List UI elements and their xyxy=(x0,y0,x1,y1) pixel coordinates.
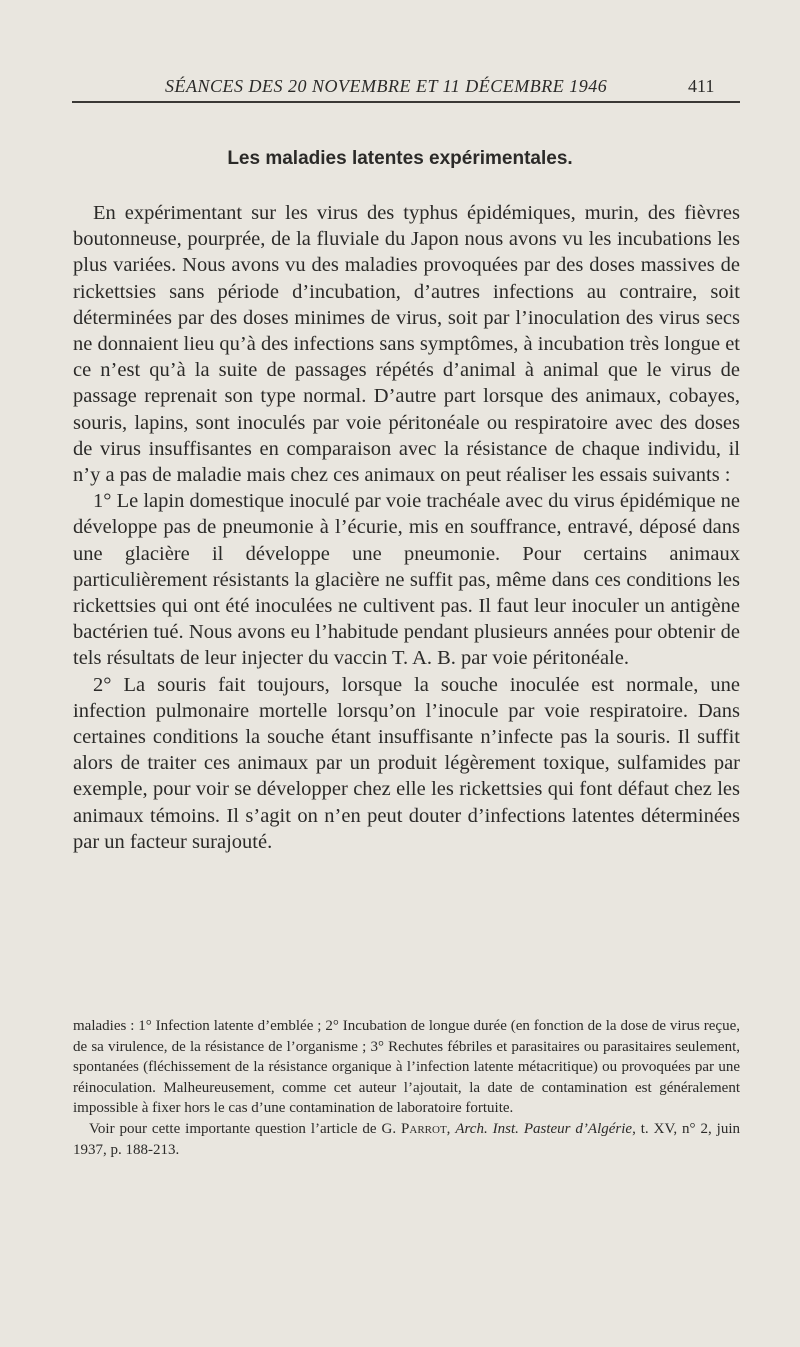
article-body xyxy=(73,200,740,855)
paragraph-rabbit-experiment: 1° Le lapin domestique inoculé par voie trachéale avec du virus épidémique ne développe pas de pneumonie à l’écurie, mis en souffrance, entravé, déposé dans une glacière il développe une pneumonie. Pour certains animaux particulièrement résistants la glacière ne suffit pas, même dans ces conditions les rickettsies qui ont été inoculées ne cultivent pas. Il faut leur inoculer un antigène bactérien tué. Nous avons eu l’habitude pendant plusieurs années pour obtenir de tels résultats de leur injecter du vaccin T. A. B. par voie péritonéale. xyxy=(73,490,740,670)
page-number: 411 xyxy=(688,76,715,96)
footnote-reference xyxy=(73,1119,740,1160)
reference-details: , t. XV, n° 2, juin 1937, p. 188-213. xyxy=(73,1120,740,1158)
reference-author: Parrot xyxy=(401,1120,447,1137)
footnote-text: maladies : 1° Infection latente d’emblée ; 2° Incubation de longue durée (en fonction de la dose de virus reçue, de sa virulence, de la résistance de l’organisme ; 3° Rechutes fébriles et parasitaires ou parasitaires seulement, spontanées (fléchissement de la résistance organique à l’infection latente métacritique) ou provoquées par une réinoculation. Malheureusement, comme cet auteur l’ajoutait, la date de contamination est généralement impossible à fixer hors le cas d’une contamination de laboratoire fortuite. xyxy=(73,1018,740,1117)
running-head: SÉANCES DES 20 NOVEMBRE ET 11 DÉCEMBRE 1946 xyxy=(165,76,608,96)
paragraph-mouse-experiment: 2° La souris fait toujours, lorsque la souche inoculée est normale, une infection pulmonaire mortelle lorsqu’on l’inocule par voie respiratoire. Dans certaines conditions la souche étant insuffisante n’infecte pas la souris. Il suffit alors de traiter ces animaux par un produit légèrement toxique, sulfamides par exemple, pour voir se développer chez elle les rickettsies qui font défaut chez les animaux témoins. Il s’agit on n’en peut douter d’infections latentes déterminées par un facteur surajouté. xyxy=(73,673,740,853)
reference-journal: Arch. Inst. Pasteur d’Algérie xyxy=(455,1120,633,1137)
article-title: Les maladies latentes expérimentales. xyxy=(227,148,573,169)
reference-separator: , xyxy=(446,1120,451,1137)
footnote xyxy=(73,1016,740,1160)
header-rule xyxy=(72,101,740,103)
reference-intro: Voir pour cette importante question l’article de G. xyxy=(89,1120,397,1137)
paragraph-intro: En expérimentant sur les virus des typhus épidémiques, murin, des fièvres boutonneuse, pourprée, de la fluviale du Japon nous avons vu les incubations les plus variées. Nous avons vu des maladies provoquées par des doses massives de rickettsies sans période d’incubation, d’autres infections au contraire, soit déterminées par des doses minimes de virus, soit par l’inoculation des virus secs ne donnaient lieu qu’à des infections sans symptômes, à incubation très longue et ce n’est qu’à la suite de passages répétés d’animal à animal que le virus de passage reprenait son type normal. D’autre part lorsque des animaux, cobayes, souris, lapins, sont inoculés par voie péritonéale ou respiratoire avec des doses de virus insuffisantes en comparaison avec la résistance de chaque individu, il n’y a pas de maladie mais chez ces animaux on peut réaliser les essais suivants : xyxy=(73,202,740,487)
